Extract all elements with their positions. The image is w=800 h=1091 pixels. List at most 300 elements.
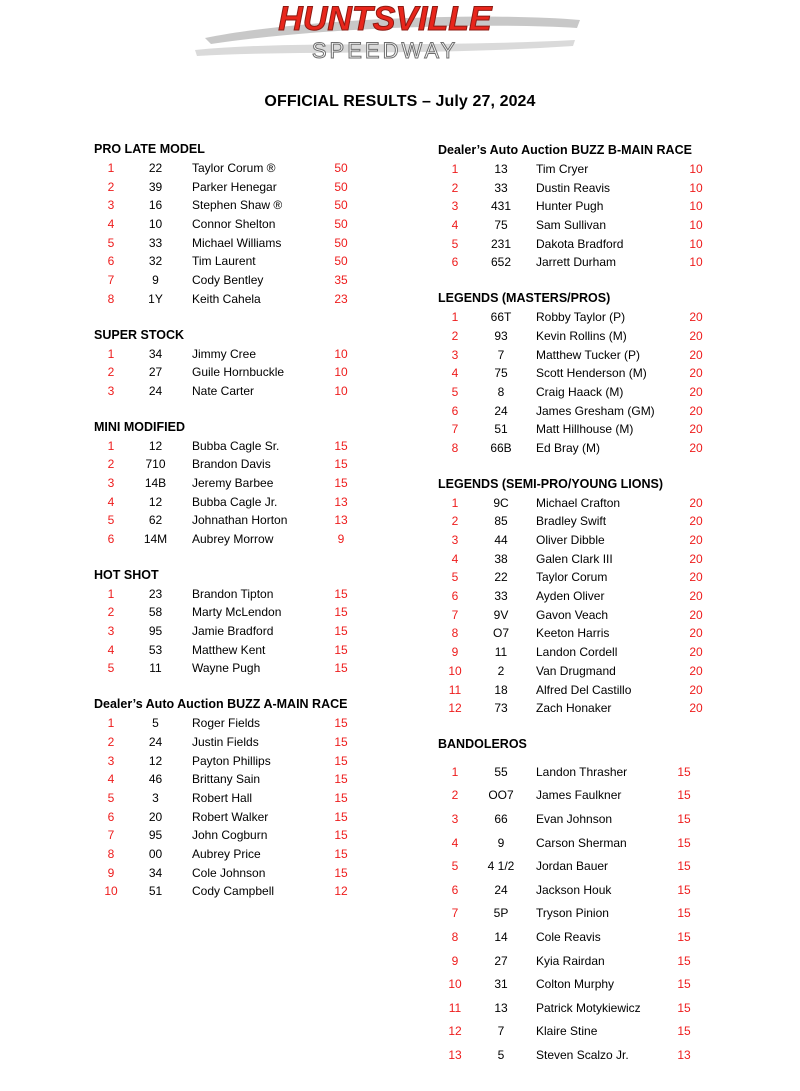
- car-number: 53: [148, 642, 163, 657]
- result-row: [438, 550, 768, 569]
- points: 50: [334, 217, 348, 232]
- car-number: 66T: [490, 310, 512, 325]
- points: 15: [334, 438, 348, 453]
- driver-name: Robby Taylor (P): [536, 310, 626, 325]
- points: 15: [677, 1000, 691, 1015]
- result-row: [94, 641, 414, 660]
- result-row: [438, 420, 768, 439]
- result-row: [94, 752, 414, 771]
- car-number: 13: [494, 1000, 508, 1015]
- result-row: [94, 511, 414, 530]
- result-row: [94, 826, 414, 845]
- finish-position: 3: [451, 533, 459, 547]
- driver-name: Patrick Motykiewicz: [536, 1000, 641, 1015]
- car-number: 9: [497, 835, 505, 850]
- car-number: 66: [494, 812, 508, 827]
- finish-position: 12: [448, 701, 462, 716]
- driver-name: Wayne Pugh: [192, 661, 261, 676]
- speedway-logo: [185, 0, 585, 68]
- driver-name: Cole Johnson: [192, 865, 266, 880]
- driver-name: Ayden Oliver: [536, 589, 605, 604]
- points: 13: [334, 494, 348, 509]
- finish-position: 2: [107, 734, 115, 749]
- car-number: 85: [494, 514, 508, 529]
- car-number: 58: [148, 605, 163, 620]
- section-title: LEGENDS (SEMI-PRO/YOUNG LIONS): [438, 476, 664, 491]
- section-title: BANDOLEROS: [438, 736, 527, 751]
- car-number: 9: [152, 273, 159, 288]
- result-row: [94, 271, 414, 290]
- points: 50: [334, 179, 348, 194]
- driver-name: Brandon Tipton: [192, 586, 274, 601]
- result-row: [438, 643, 768, 662]
- driver-name: Steven Scalzo Jr.: [536, 1048, 629, 1062]
- points: 10: [689, 199, 703, 214]
- result-row: [94, 659, 414, 678]
- car-number: 31: [494, 977, 508, 992]
- finish-position: 3: [107, 383, 115, 398]
- result-row: [94, 808, 414, 827]
- finish-position: 3: [451, 347, 459, 362]
- finish-position: 7: [451, 607, 459, 622]
- driver-name: Payton Phillips: [192, 753, 271, 768]
- result-row: [438, 699, 768, 718]
- finish-position: 3: [107, 753, 115, 768]
- finish-position: 8: [107, 291, 115, 306]
- points: 15: [677, 812, 691, 827]
- finish-position: 2: [107, 457, 115, 472]
- logo-main-text: HUNTSVILLE: [278, 0, 492, 38]
- finish-position: 1: [107, 586, 115, 601]
- points: 10: [334, 365, 348, 380]
- car-number: 12: [148, 753, 163, 768]
- points: 15: [334, 828, 348, 843]
- result-row: [438, 235, 768, 254]
- points: 20: [689, 347, 703, 362]
- car-number: 12: [148, 438, 163, 453]
- points: 15: [677, 906, 691, 921]
- points: 13: [334, 513, 348, 528]
- points: 20: [689, 626, 703, 641]
- finish-position: 2: [451, 328, 459, 343]
- finish-position: 11: [448, 682, 462, 697]
- result-row: [94, 215, 414, 234]
- points: 15: [334, 846, 348, 861]
- car-number: 14: [494, 930, 508, 945]
- car-number: 13: [494, 162, 508, 176]
- right-results-column: [438, 141, 768, 1068]
- finish-position: 10: [448, 977, 462, 992]
- car-number: 20: [148, 809, 163, 824]
- result-row: [94, 159, 414, 178]
- points: 15: [677, 953, 691, 968]
- points: 13: [677, 1048, 691, 1062]
- driver-name: Tim Cryer: [536, 162, 589, 176]
- car-number: 33: [494, 180, 508, 195]
- car-number: 39: [148, 179, 163, 194]
- driver-name: Roger Fields: [192, 716, 261, 731]
- result-row: [438, 364, 768, 383]
- points: 20: [689, 495, 703, 510]
- driver-name: Brittany Sain: [192, 772, 261, 787]
- car-number: O7: [492, 626, 509, 641]
- finish-position: 1: [107, 161, 115, 175]
- driver-name: Keeton Harris: [536, 626, 610, 641]
- points: 20: [689, 645, 703, 660]
- result-row: [438, 308, 768, 327]
- finish-position: 2: [451, 514, 459, 529]
- finish-position: 4: [107, 494, 115, 509]
- driver-name: James Gresham (GM): [536, 403, 655, 418]
- car-number: 14B: [144, 475, 167, 490]
- points: 20: [689, 366, 703, 381]
- points: 15: [334, 865, 348, 880]
- car-number: 66B: [490, 440, 512, 455]
- driver-name: Guile Hornbuckle: [192, 365, 285, 380]
- finish-position: 9: [451, 953, 459, 968]
- finish-position: 6: [451, 403, 459, 418]
- points: 20: [689, 310, 703, 325]
- driver-name: Jamie Bradford: [192, 624, 274, 639]
- car-number: 5: [497, 1048, 505, 1062]
- driver-name: Jordan Bauer: [536, 859, 609, 874]
- car-number: 44: [494, 533, 508, 547]
- driver-name: Scott Henderson (M): [536, 366, 647, 381]
- finish-position: 5: [107, 235, 115, 250]
- speedway-logo-graphic: [185, 0, 585, 68]
- driver-name: Robert Hall: [192, 790, 253, 805]
- driver-name: Oliver Dibble: [536, 533, 605, 547]
- result-row: [438, 346, 768, 365]
- results-section-pro-late-model: [94, 140, 414, 309]
- finish-position: 13: [448, 1048, 462, 1062]
- points: 15: [334, 790, 348, 805]
- points: 15: [677, 835, 691, 850]
- finish-position: 8: [451, 440, 459, 455]
- result-row: [438, 784, 768, 808]
- driver-name: Galen Clark III: [536, 551, 613, 566]
- finish-position: 7: [451, 906, 459, 921]
- result-row: [438, 216, 768, 235]
- car-number: 23: [148, 586, 163, 601]
- finish-position: 5: [107, 790, 115, 805]
- driver-name: Bubba Cagle Sr.: [192, 438, 280, 453]
- points: 10: [689, 162, 703, 176]
- driver-name: Matthew Kent: [192, 642, 266, 657]
- section-title: HOT SHOT: [94, 567, 159, 582]
- finish-position: 1: [451, 310, 459, 325]
- result-row: [438, 327, 768, 346]
- driver-name: Bradley Swift: [536, 514, 607, 529]
- section-spacer: [438, 718, 768, 735]
- car-number: 27: [148, 365, 163, 380]
- points: 20: [689, 328, 703, 343]
- car-number: 16: [148, 198, 163, 213]
- car-number: 24: [494, 403, 508, 418]
- driver-name: James Faulkner: [536, 788, 622, 803]
- driver-name: Justin Fields: [192, 734, 259, 749]
- result-row: [94, 437, 414, 456]
- driver-name: Landon Cordell: [536, 645, 618, 660]
- logo-sub-text: SPEEDWAY: [311, 38, 459, 63]
- result-row: [438, 253, 768, 272]
- driver-name: Cody Bentley: [192, 273, 264, 288]
- points: 15: [334, 661, 348, 676]
- car-number: 33: [148, 235, 163, 250]
- finish-position: 5: [451, 570, 459, 585]
- section-title: SUPER STOCK: [94, 327, 185, 342]
- car-number: 95: [148, 828, 163, 843]
- car-number: 12: [148, 494, 163, 509]
- car-number: 27: [494, 953, 508, 968]
- car-number: 9C: [493, 495, 509, 510]
- result-row: [438, 832, 768, 856]
- result-row: [94, 714, 414, 733]
- car-number: 5: [152, 716, 159, 731]
- driver-name: Stephen Shaw ®: [192, 198, 283, 213]
- section-spacer: [438, 272, 768, 289]
- points: 50: [334, 254, 348, 269]
- points: 15: [677, 859, 691, 874]
- finish-position: 3: [107, 198, 115, 213]
- points: 20: [689, 551, 703, 566]
- driver-name: Cole Reavis: [536, 930, 601, 945]
- points: 15: [677, 764, 691, 779]
- finish-position: 12: [448, 1024, 462, 1039]
- result-row: [94, 770, 414, 789]
- finish-position: 7: [107, 828, 115, 843]
- points: 35: [334, 273, 348, 288]
- results-section-legends-masters-pros: [438, 289, 768, 458]
- result-row: [94, 845, 414, 864]
- driver-name: Michael Crafton: [536, 495, 621, 510]
- points: 20: [689, 701, 703, 716]
- points: 15: [334, 809, 348, 824]
- driver-name: Matthew Tucker (P): [536, 347, 641, 362]
- section-spacer: [94, 309, 414, 326]
- result-row: [438, 681, 768, 700]
- points: 10: [689, 180, 703, 195]
- finish-position: 4: [451, 551, 459, 566]
- result-row: [438, 383, 768, 402]
- points: 10: [689, 255, 703, 270]
- result-row: [438, 568, 768, 587]
- points: 20: [689, 607, 703, 622]
- car-number: 5P: [493, 906, 509, 921]
- points: 15: [677, 882, 691, 897]
- finish-position: 8: [451, 930, 459, 945]
- driver-name: Connor Shelton: [192, 217, 276, 232]
- driver-name: Jeremy Barbee: [192, 475, 274, 490]
- driver-name: Ed Bray (M): [536, 440, 601, 455]
- section-title: LEGENDS (MASTERS/PROS): [438, 291, 611, 306]
- result-row: [438, 512, 768, 531]
- driver-name: Van Drugmand: [536, 663, 616, 678]
- points: 10: [689, 236, 703, 251]
- car-number: 51: [148, 884, 163, 899]
- points: 15: [334, 716, 348, 731]
- car-number: OO7: [488, 788, 514, 803]
- driver-name: Alfred Del Castillo: [536, 682, 632, 697]
- section-title: PRO LATE MODEL: [94, 142, 205, 156]
- points: 15: [334, 475, 348, 490]
- driver-name: Sam Sullivan: [536, 218, 607, 233]
- car-number: 75: [494, 366, 508, 381]
- car-number: 431: [490, 199, 512, 214]
- result-row: [438, 973, 768, 997]
- points: 20: [689, 663, 703, 678]
- driver-name: Zach Honaker: [536, 701, 612, 716]
- result-row: [94, 252, 414, 271]
- result-row: [438, 1044, 768, 1068]
- section-spacer: [94, 401, 414, 418]
- results-section-bandoleros: [438, 735, 768, 1068]
- car-number: 51: [494, 422, 508, 437]
- points: 12: [334, 884, 348, 899]
- driver-name: Tim Laurent: [192, 254, 256, 269]
- result-row: [438, 662, 768, 681]
- results-section-dealer-s-auto-auction-buzz-b-main-race: [438, 141, 768, 272]
- finish-position: 7: [107, 273, 115, 288]
- driver-name: Cody Campbell: [192, 884, 275, 899]
- finish-position: 6: [107, 532, 115, 546]
- car-number: 75: [494, 218, 508, 233]
- driver-name: Dustin Reavis: [536, 180, 611, 195]
- result-row: [94, 493, 414, 512]
- driver-name: Jackson Houk: [536, 882, 612, 897]
- finish-position: 3: [451, 199, 459, 214]
- result-row: [94, 290, 414, 309]
- finish-position: 2: [107, 605, 115, 620]
- points: 15: [677, 930, 691, 945]
- points: 20: [689, 682, 703, 697]
- result-row: [438, 902, 768, 926]
- finish-position: 4: [107, 642, 115, 657]
- points: 20: [689, 422, 703, 437]
- section-spacer: [94, 549, 414, 566]
- results-section-super-stock: [94, 326, 414, 401]
- car-number: 32: [148, 254, 163, 269]
- finish-position: 6: [451, 882, 459, 897]
- finish-position: 2: [451, 788, 459, 803]
- finish-position: 2: [451, 180, 459, 195]
- points: 50: [334, 161, 348, 175]
- result-row: [438, 160, 768, 179]
- driver-name: Johnathan Horton: [192, 513, 288, 528]
- driver-name: Nate Carter: [192, 383, 255, 398]
- driver-name: Robert Walker: [192, 809, 269, 824]
- result-row: [438, 879, 768, 903]
- finish-position: 4: [107, 772, 115, 787]
- result-row: [94, 196, 414, 215]
- car-number: 14M: [143, 532, 168, 546]
- finish-position: 2: [107, 179, 115, 194]
- points: 20: [689, 403, 703, 418]
- driver-name: Jarrett Durham: [536, 255, 617, 270]
- driver-name: Tryson Pinion: [536, 906, 609, 921]
- section-spacer: [94, 678, 414, 695]
- finish-position: 5: [451, 384, 459, 399]
- car-number: 55: [494, 764, 508, 779]
- driver-name: Brandon Davis: [192, 457, 271, 472]
- results-section-mini-modified: [94, 418, 414, 549]
- finish-position: 5: [107, 661, 115, 676]
- result-row: [438, 197, 768, 216]
- result-row: [438, 179, 768, 198]
- result-row: [94, 789, 414, 808]
- finish-position: 1: [107, 438, 115, 453]
- finish-position: 1: [107, 716, 115, 731]
- finish-position: 3: [451, 812, 459, 827]
- result-row: [94, 455, 414, 474]
- finish-position: 6: [451, 589, 459, 604]
- driver-name: John Cogburn: [192, 828, 268, 843]
- driver-name: Matt Hillhouse (M): [536, 422, 634, 437]
- result-row: [438, 402, 768, 421]
- driver-name: Kyia Rairdan: [536, 953, 605, 968]
- car-number: 9V: [493, 607, 509, 622]
- points: 20: [689, 570, 703, 585]
- finish-position: 3: [107, 624, 115, 639]
- points: 20: [689, 440, 703, 455]
- result-row: [94, 603, 414, 622]
- car-number: 22: [148, 161, 163, 175]
- points: 10: [334, 346, 348, 361]
- driver-name: Carson Sherman: [536, 835, 627, 850]
- car-number: 3: [152, 790, 159, 805]
- points: 15: [334, 457, 348, 472]
- driver-name: Aubrey Morrow: [192, 532, 274, 546]
- driver-name: Parker Henegar: [192, 179, 277, 194]
- points: 15: [334, 624, 348, 639]
- driver-name: Kevin Rollins (M): [536, 328, 627, 343]
- car-number: 1Y: [148, 291, 163, 306]
- driver-name: Dakota Bradford: [536, 236, 624, 251]
- result-row: [94, 882, 414, 901]
- car-number: 46: [148, 772, 163, 787]
- car-number: 34: [148, 865, 163, 880]
- result-row: [438, 531, 768, 550]
- finish-position: 3: [107, 475, 115, 490]
- finish-position: 1: [451, 162, 459, 176]
- result-row: [94, 530, 414, 549]
- car-number: 2: [497, 663, 505, 678]
- result-row: [438, 997, 768, 1021]
- results-section-dealer-s-auto-auction-buzz-a-main-race: [94, 695, 414, 901]
- car-number: 11: [149, 661, 162, 676]
- points: 15: [334, 753, 348, 768]
- points: 23: [334, 291, 348, 306]
- page-title: OFFICIAL RESULTS – July 27, 2024: [264, 93, 536, 110]
- driver-name: Michael Williams: [192, 235, 282, 250]
- car-number: 62: [148, 513, 163, 528]
- result-row: [438, 1020, 768, 1044]
- result-row: [438, 761, 768, 785]
- points: 10: [689, 218, 703, 233]
- finish-position: 6: [107, 254, 115, 269]
- car-number: 34: [148, 346, 163, 361]
- points: 20: [689, 514, 703, 529]
- car-number: 73: [494, 701, 508, 716]
- result-row: [94, 733, 414, 752]
- car-number: 24: [148, 734, 163, 749]
- result-row: [94, 585, 414, 604]
- car-number: 22: [494, 570, 508, 585]
- points: 20: [689, 384, 703, 399]
- finish-position: 2: [107, 365, 115, 380]
- result-row: [94, 345, 414, 364]
- result-row: [94, 234, 414, 253]
